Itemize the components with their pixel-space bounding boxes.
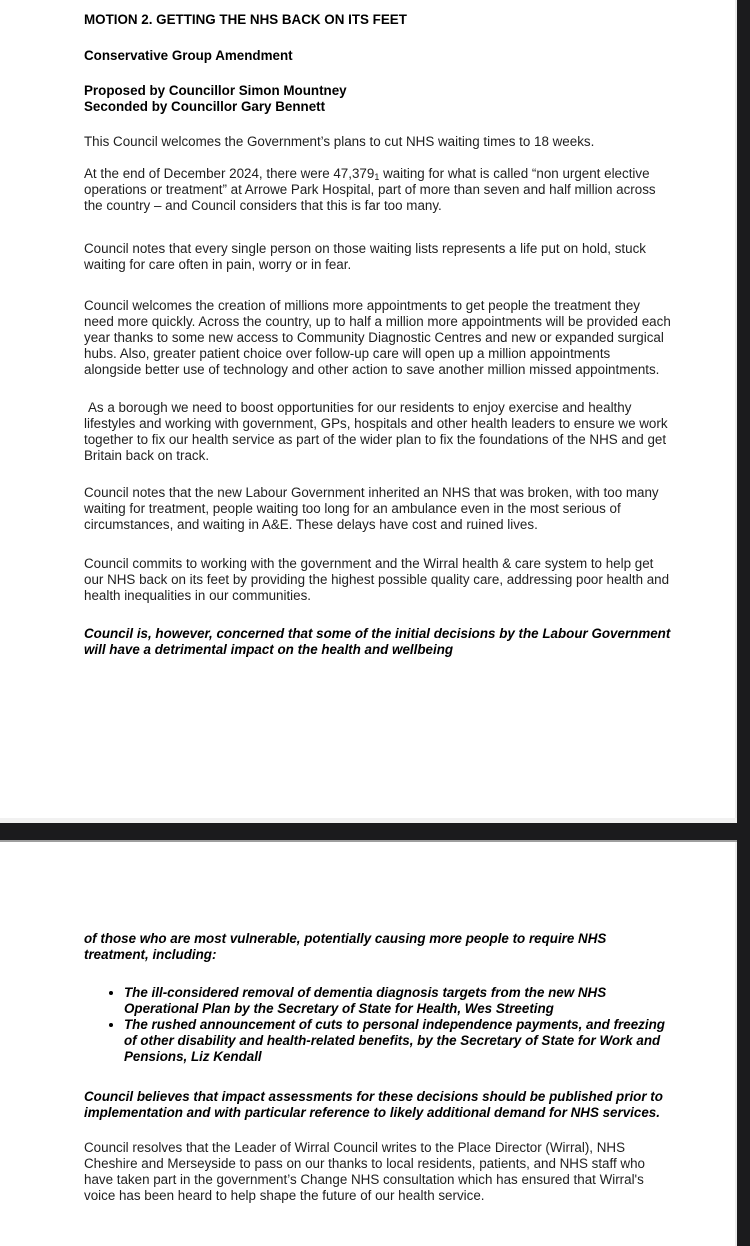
paragraph-resolves: Council resolves that the Leader of Wirral Council writes to the Place Director (Wirral), NHS Cheshire and Merseyside to pass on our thanks to local residents, patients, and NHS staff who have taken part in the government’s Change NHS consultation which has ensured that Wirral's voice has been heard to help shape the future of our health service.	[84, 1140, 645, 1203]
paragraph-appointments: Council welcomes the creation of millions more appointments to get people the treatment they need more quickly. Across the country, up to half a million more appointments will be provided each year thanks to some new access to Community Diagnostic Centres and new or expanded surgical hubs. Also, greater patient choice over follow-up care will open up a million appointments alongside better use of technology and other action to save another million missed appointments.	[84, 298, 671, 377]
separator-dark-band	[0, 823, 750, 840]
seconded-by-line: Seconded by Councillor Gary Bennett	[84, 99, 326, 114]
bullet-pip-cuts: • The rushed announcement of cuts to personal independence payments, and freezing of other disability and health-related benefits, by the Secretary of State for Work and Pensions, Liz Kendall	[124, 1017, 671, 1065]
motion-title: MOTION 2. GETTING THE NHS BACK ON ITS FEET	[84, 12, 407, 27]
footnote-marker: 1	[374, 172, 380, 182]
amendment-subtitle: Conservative Group Amendment	[84, 48, 293, 63]
waiting-text-before-footnote: At the end of December 2024, there were 47,379	[84, 166, 375, 181]
viewer-background-edge	[735, 0, 750, 1246]
paragraph-life-on-hold: Council notes that every single person on those waiting lists represents a life put on hold, stuck waiting for care often in pain, worry or in fear.	[84, 241, 646, 272]
paragraph-waiting-lists	[84, 166, 671, 214]
paragraph-impact-assessments-emphasis: Council believes that impact assessments for these decisions should be published prior to implementation and with particular reference to likely additional demand for NHS services.	[84, 1089, 663, 1120]
paragraph-welcome: This Council welcomes the Government’s plans to cut NHS waiting times to 18 weeks.	[84, 134, 595, 149]
page-top-shadow	[0, 840, 737, 842]
paragraph-labour-inherited: Council notes that the new Labour Government inherited an NHS that was broken, with too many waiting for treatment, people waiting too long for an ambulance even in the most serious of circumstances, and waiting in A&E. These delays have cost and ruined lives.	[84, 485, 659, 532]
sponsors-block	[84, 83, 671, 115]
paragraph-concerned-emphasis: Council is, however, concerned that some of the initial decisions by the Labour Government will have a detrimental impact on the health and wellbeing	[84, 626, 671, 657]
paragraph-vulnerable-emphasis: of those who are most vulnerable, potentially causing more people to require NHS treatment, including:	[84, 931, 607, 962]
page-break-separator	[0, 818, 750, 842]
waiting-text-after-footnote: waiting for what is called “non urgent elective operations or treatment” at Arrowe Park Hospital, part of more than seven and half million across the country – and Council considers that this is far too many.	[84, 166, 656, 213]
document-page-2	[0, 842, 737, 1246]
paragraph-borough: As a borough we need to boost opportunities for our residents to enjoy exercise and healthy lifestyles and working with government, GPs, hospitals and other health leaders to ensure we work together to fix our health service as part of the wider plan to fix the foundations of the NHS and get Britain back on track.	[84, 400, 668, 463]
paragraph-commits: Council commits to working with the government and the Wirral health & care system to help get our NHS back on its feet by providing the highest possible quality care, addressing poor health and health inequalities in our communities.	[84, 556, 670, 603]
bullet-dementia-targets: • The ill-considered removal of dementia diagnosis targets from the new NHS Operational Plan by the Secretary of State for Health, Wes Streeting	[124, 985, 671, 1017]
decisions-bullet-list	[84, 985, 671, 1065]
proposed-by-line: Proposed by Councillor Simon Mountney	[84, 83, 347, 98]
